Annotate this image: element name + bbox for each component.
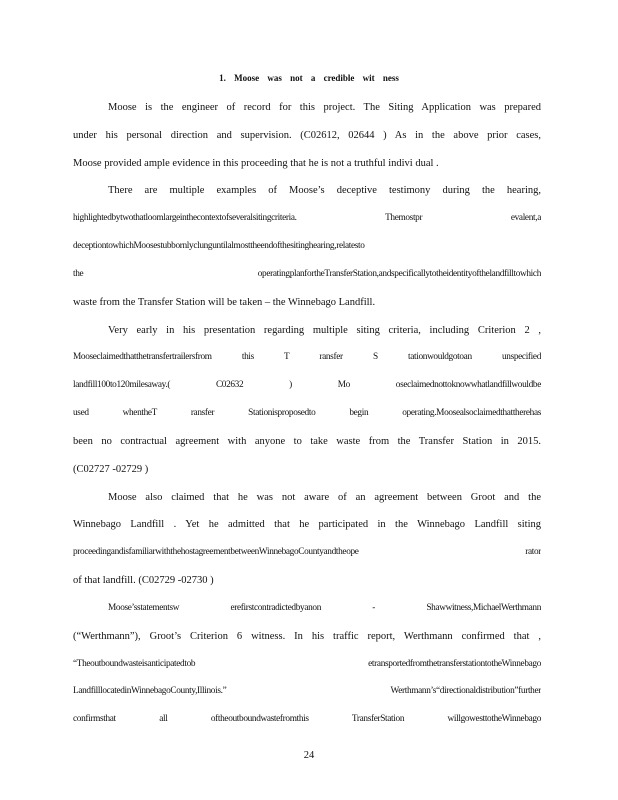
page-number: 24 <box>303 750 315 761</box>
text-line: of that landfill. (C02729 -02730 ) <box>73 575 214 586</box>
text-line: deceptiontowhichMoosestubbornlyclunguntilalmosttheendofthesitinghearing,relatesto <box>73 241 365 251</box>
text-line: Moose provided ample evidence in this proceeding that he is not a truthful indivi dual . <box>73 158 439 169</box>
text-line: Mooseclaimedthatthetransfertrailersfrom this T ransfer S tationwouldgotoan unspecified <box>73 352 541 362</box>
text-line: Moose is the engineer of record for this project. The Siting Application was prepared <box>108 102 541 113</box>
text-line: (“Werthmann”), Groot’s Criterion 6 witness. In his traffic report, Werthmann confirmed that , <box>73 631 541 642</box>
text-line: under his personal direction and supervision. (C02612, 02644 ) As in the above prior cases, <box>73 130 541 141</box>
text-line: proceedingandisfamiliarwiththehostagreementbetweenWinnebagoCountyandtheope rator <box>73 547 541 557</box>
text-line: (C02727 -02729 ) <box>73 464 149 475</box>
text-line: Moose’sstatementsw erefirstcontradictedbyanon - Shawwitness,MichaelWerthmann <box>108 603 541 613</box>
text-line: highlightedbytwothatloomlargeinthecontextofseveralsitingcriteria. Themostpr evalent,a <box>73 213 541 223</box>
text-line: There are multiple examples of Moose’s deceptive testimony during the hearing, <box>108 185 541 196</box>
text-line: Very early in his presentation regarding multiple siting criteria, including Criterion 2 , <box>108 325 541 336</box>
text-line: landfill100to120milesaway.( C02632 ) Mo oseclaimednottoknowwhatlandfillwouldbe <box>73 380 541 390</box>
text-line: “Theoutboundwasteisanticipatedtob etransportedfromthetransferstationtotheWinnebago <box>73 659 541 669</box>
text-line: used whentheT ransfer Stationisproposedto begin operating.Moosealsoclaimedthattherehas <box>73 408 541 418</box>
text-line: the operatingplanfortheTransferStation,andspecificallytotheidentityofthelandfilltowhich <box>73 269 541 279</box>
text-line: been no contractual agreement with anyone to take waste from the Transfer Station in 2015. <box>73 436 541 447</box>
text-line: LandfilllocatedinWinnebagoCounty,Illinois.” Werthmann’s“directionaldistribution”further <box>73 686 541 696</box>
text-line: Moose also claimed that he was not aware of an agreement between Groot and the <box>108 492 541 503</box>
section-heading: 1. Moose was not a credible wit ness <box>219 73 399 83</box>
text-line: confirmsthat all oftheoutboundwastefromthis TransferStation willgowesttotheWinnebago <box>73 714 541 724</box>
text-line: Winnebago Landfill . Yet he admitted that he participated in the Winnebago Landfill siting <box>73 519 541 530</box>
text-line: waste from the Transfer Station will be taken – the Winnebago Landfill. <box>73 297 376 308</box>
